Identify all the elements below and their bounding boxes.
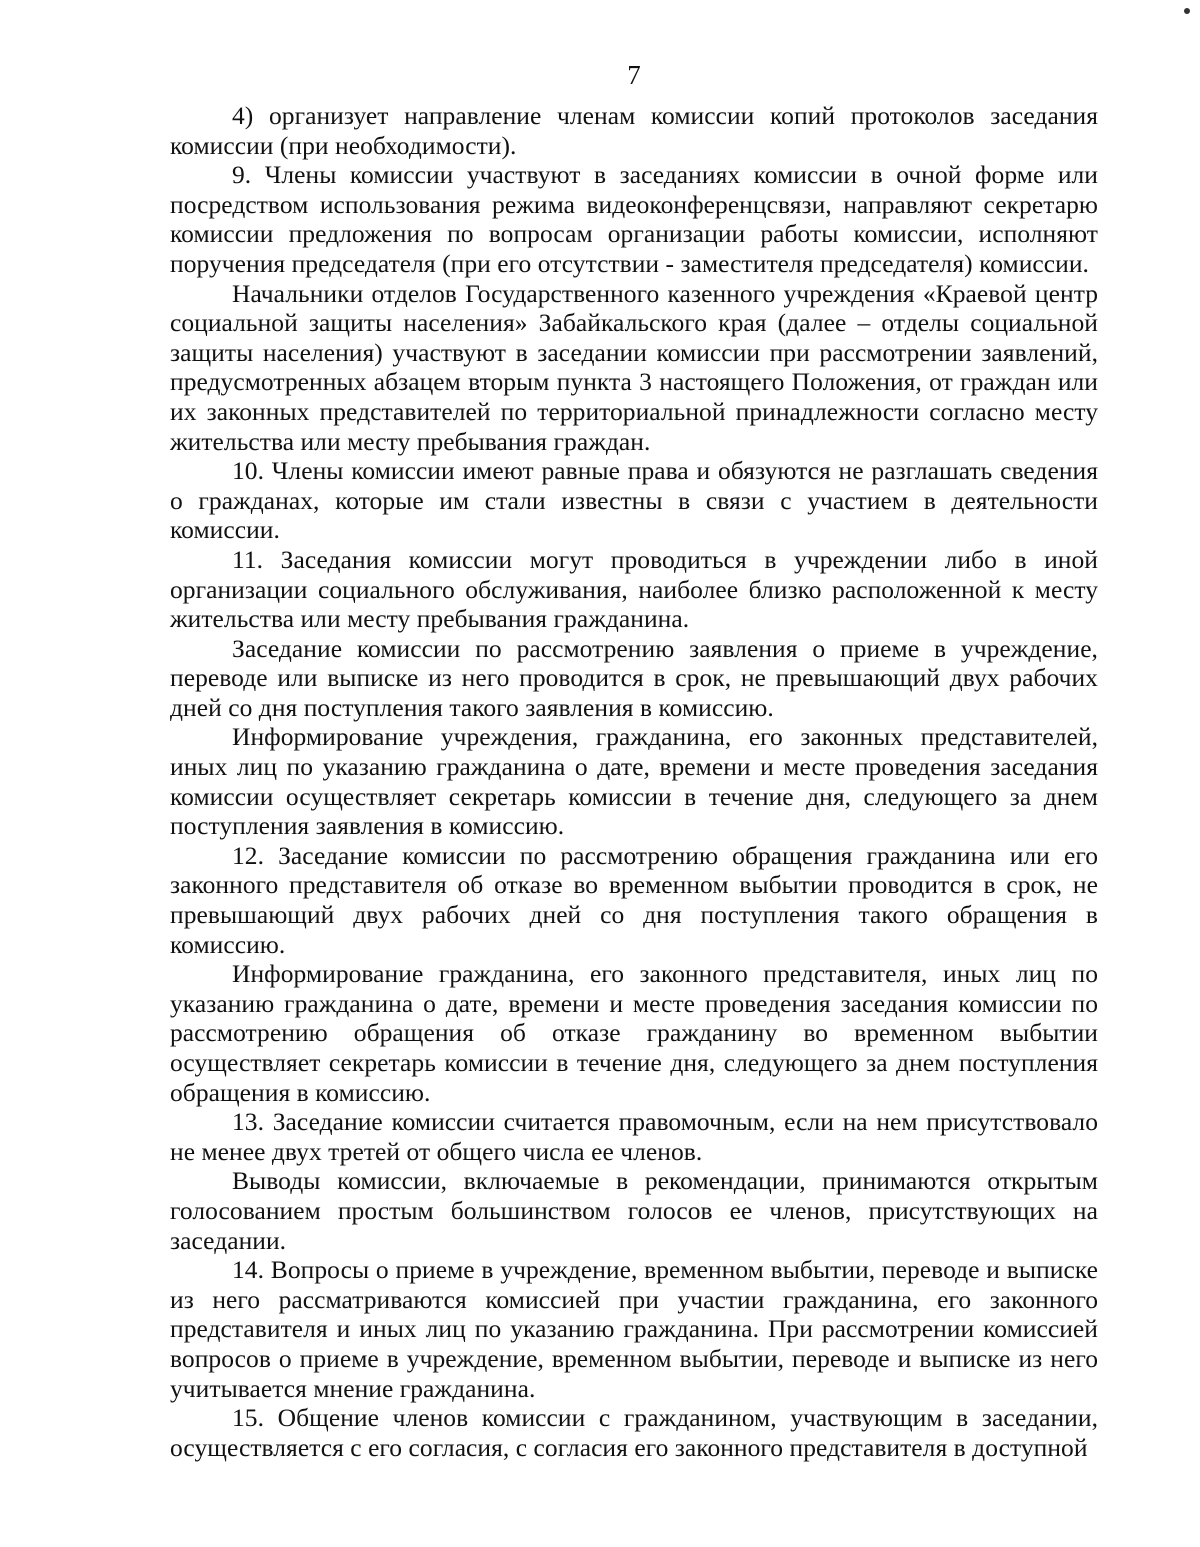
paragraph-clause-15: 15. Общение членов комиссии с гражданином, участвующим в заседании, осуществляется с его согласия, с согласия его законного представителя в доступной (170, 1403, 1098, 1462)
paragraph-voting: Выводы комиссии, включаемые в рекомендации, принимаются открытым голосованием простым большинством голосов ее членов, присутствующих на заседании. (170, 1166, 1098, 1255)
paragraph-clause-10: 10. Члены комиссии имеют равные права и обязуются не разглашать сведения о гражданах, которые им стали известны в связи с участием в деятельности комиссии. (170, 456, 1098, 545)
paragraph-clause-11: 11. Заседания комиссии могут проводиться в учреждении либо в иной организации социального обслуживания, наиболее близко расположенной к месту жительства или месту пребывания гражданина. (170, 544, 1098, 634)
document-body (170, 101, 1098, 1462)
paragraph-subitem-4: 4) организует направление членам комиссии копий протоколов заседания комиссии (при необходимости). (170, 101, 1098, 160)
paragraph-department-heads: Начальники отделов Государственного казенного учреждения «Краевой центр социальной защиты населения» Забайкальского края (далее – отделы социальной защиты населения) участвуют в заседании комиссии при рассмотрении заявлений, предусмотренных абзацем вторым пункта 3 настоящего Положения, от граждан или их законных представителей по территориальной принадлежности согласно месту жительства или месту пребывания граждан. (170, 278, 1098, 456)
paragraph-clause-9: 9. Члены комиссии участвуют в заседаниях комиссии в очной форме или посредством использования режима видеоконференцсвязи, направляют секретарю комиссии предложения по вопросам организации работы комиссии, исполняют поручения председателя (при его отсутствии - заместителя председателя) комиссии. (170, 160, 1098, 278)
paragraph-application-meeting-deadline: Заседание комиссии по рассмотрению заявления о приеме в учреждение, переводе или выписке из него проводится в срок, не превышающий двух рабочих дней со дня поступления такого заявления в комиссию. (170, 633, 1098, 722)
paragraph-institution-notification: Информирование учреждения, гражданина, его законных представителей, иных лиц по указанию гражданина о дате, времени и месте проведения заседания комиссии осуществляет секретарь комиссии в течение дня, следующего за днем поступления заявления в комиссию. (170, 722, 1098, 841)
paragraph-clause-14: 14. Вопросы о приеме в учреждение, временном выбытии, переводе и выписке из него рассматриваются комиссией при участии гражданина, его законного представителя и иных лиц по указанию гражданина. При рассмотрении комиссией вопросов о приеме в учреждение, временном выбытии, переводе и выписке из него учитывается мнение гражданина. (170, 1255, 1098, 1403)
paragraph-clause-13: 13. Заседание комиссии считается правомочным, если на нем присутствовало не менее двух третей от общего числа ее членов. (170, 1107, 1098, 1166)
paragraph-clause-12: 12. Заседание комиссии по рассмотрению обращения гражданина или его законного представителя об отказе во временном выбытии проводится в срок, не превышающий двух рабочих дней со дня поступления такого обращения в комиссию. (170, 840, 1098, 959)
paragraph-citizen-notification: Информирование гражданина, его законного представителя, иных лиц по указанию гражданина о дате, времени и месте проведения заседания комиссии по рассмотрению обращения об отказе гражданину во временном выбытии осуществляет секретарь комиссии в течение дня, следующего за днем поступления обращения в комиссию. (170, 959, 1098, 1107)
scan-speck (1184, 8, 1190, 14)
page-number: 7 (627, 60, 641, 90)
